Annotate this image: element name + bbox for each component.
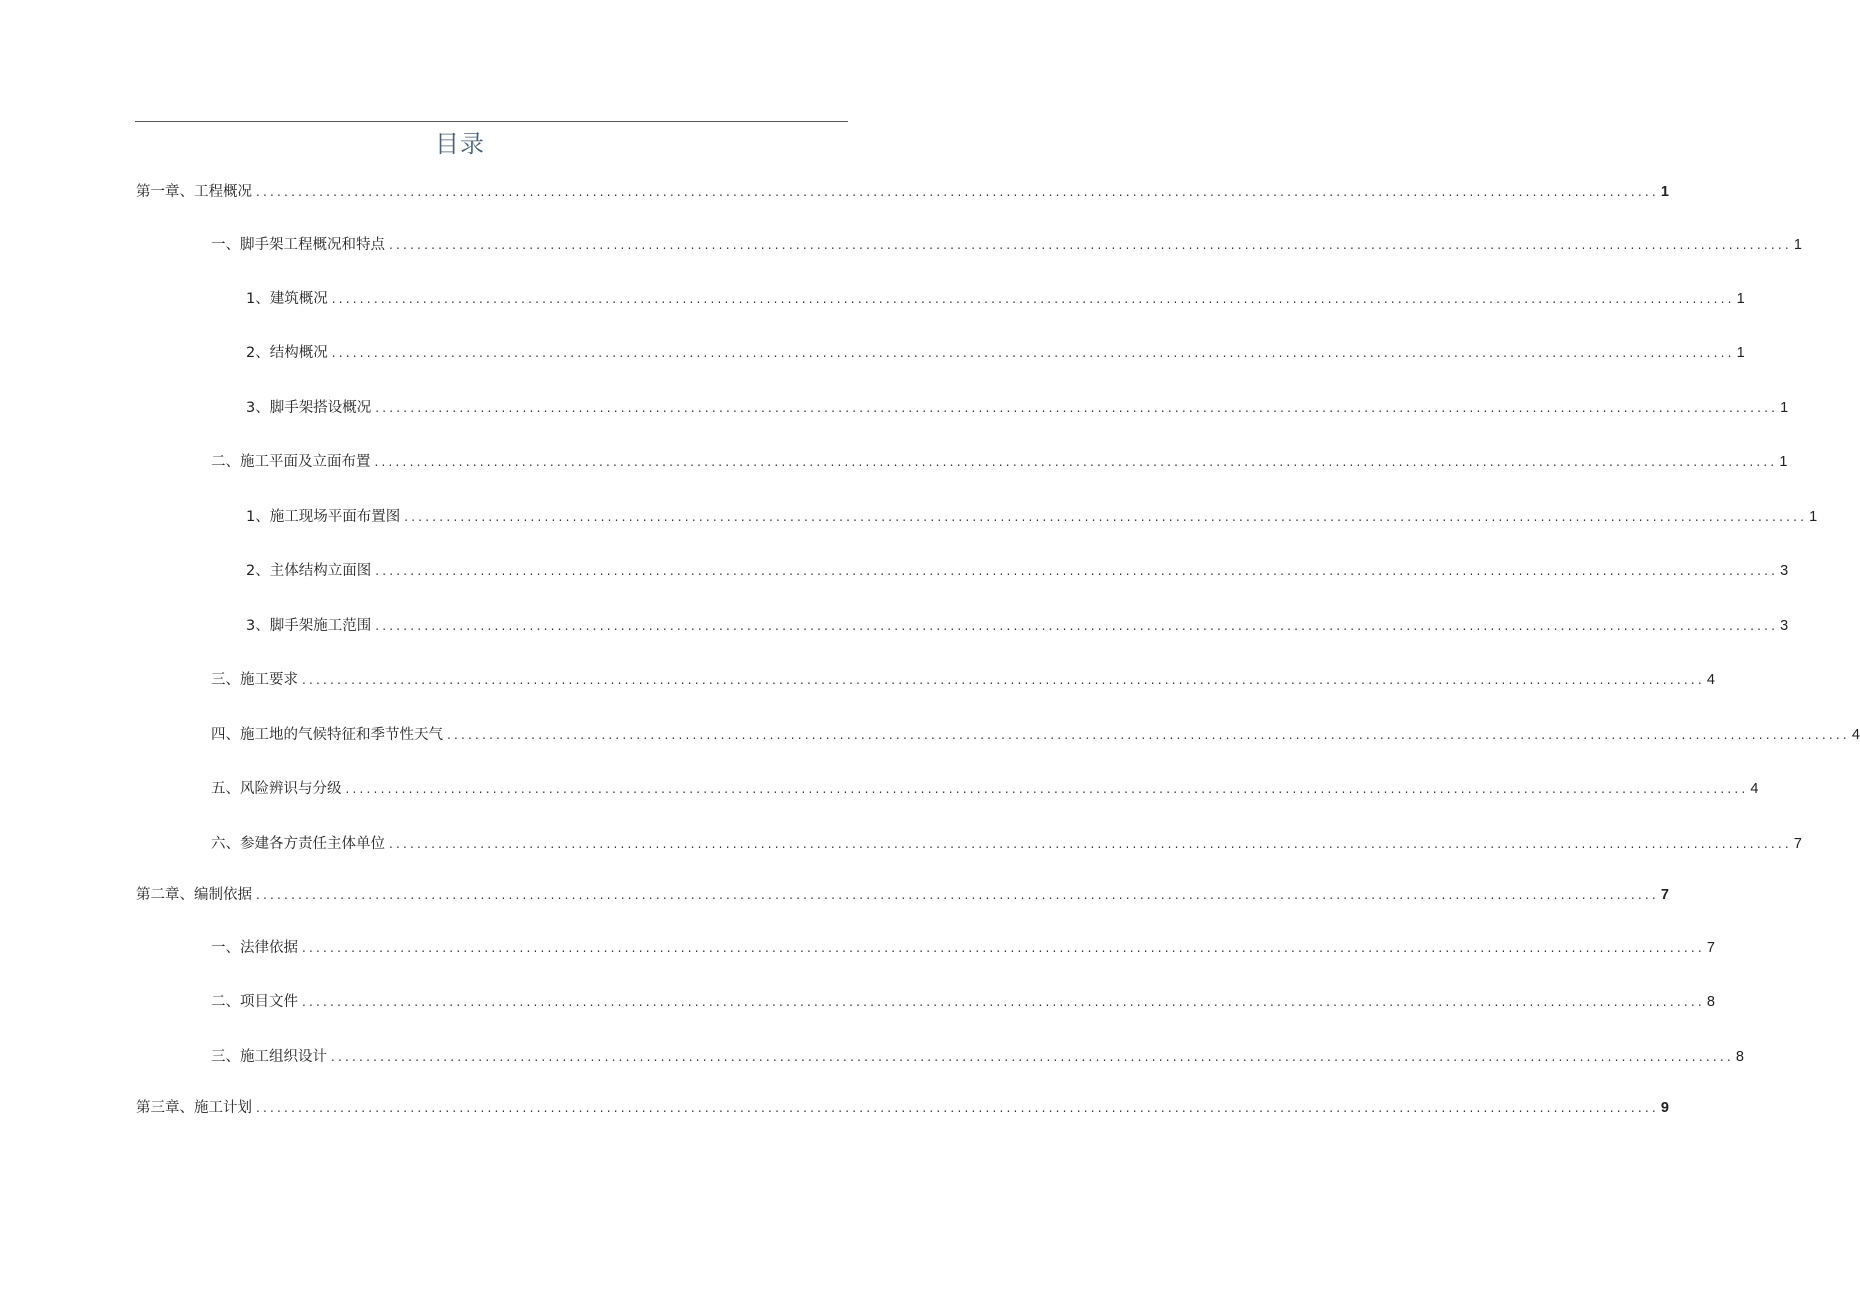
toc-entry-label: 六、参建各方责任主体单位 [211, 836, 385, 852]
toc-entry-section[interactable] [211, 832, 1802, 856]
toc-entry-label: 第二章、编制依据 [136, 887, 252, 903]
toc-entry-chapter-1[interactable] [136, 180, 1669, 204]
dot-leader: ........................................................................................................................................................................................................ [375, 619, 1779, 633]
toc-entry-section[interactable] [211, 936, 1715, 960]
toc-entry-page: 1 [1660, 184, 1669, 200]
toc-entry-page: 9 [1660, 1100, 1669, 1116]
dot-leader: ........................................................................................................................................................................................................ [256, 185, 1659, 199]
toc-entry-label: 一、法律依据 [211, 940, 298, 956]
toc-entry-section[interactable] [211, 450, 1788, 474]
toc-entry-label: 三、施工组织设计 [211, 1049, 327, 1065]
toc-entry-page: 8 [1735, 1049, 1744, 1065]
toc-entry-label: 二、项目文件 [211, 994, 298, 1010]
dot-leader: ........................................................................................................................................................................................................ [374, 455, 1778, 469]
toc-entry-page: 7 [1660, 887, 1669, 903]
toc-entry-subsection[interactable] [246, 287, 1745, 311]
toc-entry-page: 1 [1736, 345, 1745, 361]
dot-leader: ........................................................................................................................................................................................................ [375, 564, 1779, 578]
toc-entry-label: 第一章、工程概况 [136, 184, 252, 200]
toc-entry-page: 8 [1706, 994, 1715, 1010]
toc-entry-label: 1、施工现场平面布置图 [246, 509, 401, 525]
toc-entry-page: 4 [1851, 727, 1860, 743]
toc-entry-section[interactable] [211, 233, 1802, 257]
toc-entry-label: 五、风险辨识与分级 [211, 781, 342, 797]
toc-entry-label: 3、脚手架搭设概况 [246, 400, 372, 416]
dot-leader: ........................................................................................................................................................................................................ [404, 510, 1808, 524]
toc-entry-section[interactable] [211, 777, 1759, 801]
toc-entry-section[interactable] [211, 668, 1715, 692]
dot-leader: ........................................................................................................................................................................................................ [256, 1101, 1659, 1115]
toc-entry-label: 二、施工平面及立面布置 [211, 454, 371, 470]
toc-entry-label: 2、主体结构立面图 [246, 563, 372, 579]
dot-leader: ........................................................................................................................................................................................................ [331, 292, 1735, 306]
toc-entry-section[interactable] [211, 990, 1715, 1014]
toc-entry-section[interactable] [211, 723, 1860, 747]
dot-leader: ........................................................................................................................................................................................................ [256, 888, 1659, 902]
toc-entry-label: 一、脚手架工程概况和特点 [211, 237, 385, 253]
toc-entry-label: 四、施工地的气候特征和季节性天气 [211, 727, 443, 743]
toc-entry-page: 4 [1750, 781, 1759, 797]
toc-entry-label: 2、结构概况 [246, 345, 328, 361]
toc-entry-subsection[interactable] [246, 341, 1745, 365]
toc-entry-section[interactable] [211, 1045, 1744, 1069]
dot-leader: ........................................................................................................................................................................................................ [302, 673, 1705, 687]
dot-leader: ........................................................................................................................................................................................................ [375, 401, 1779, 415]
dot-leader: ........................................................................................................................................................................................................ [331, 1050, 1734, 1064]
toc-entry-subsection[interactable] [246, 614, 1789, 638]
dot-leader: ........................................................................................................................................................................................................ [447, 728, 1850, 742]
toc-title: 目录 [435, 130, 485, 158]
dot-leader: ........................................................................................................................................................................................................ [331, 346, 1735, 360]
toc-entry-page: 7 [1706, 940, 1715, 956]
toc-entry-page: 3 [1780, 563, 1789, 579]
toc-entry-chapter-3[interactable] [136, 1096, 1669, 1120]
dot-leader: ........................................................................................................................................................................................................ [302, 941, 1705, 955]
toc-entry-page: 1 [1809, 509, 1818, 525]
dot-leader: ........................................................................................................................................................................................................ [345, 782, 1749, 796]
dot-leader: ........................................................................................................................................................................................................ [389, 837, 1792, 851]
toc-entry-page: 4 [1706, 672, 1715, 688]
toc-entry-page: 7 [1793, 836, 1802, 852]
toc-entry-page: 1 [1780, 400, 1789, 416]
toc-entry-subsection[interactable] [246, 396, 1789, 420]
toc-entry-label: 三、施工要求 [211, 672, 298, 688]
toc-entry-subsection[interactable] [246, 505, 1818, 529]
dot-leader: ........................................................................................................................................................................................................ [389, 238, 1792, 252]
toc-entry-page: 1 [1793, 237, 1802, 253]
toc-entry-page: 1 [1779, 454, 1788, 470]
toc-entry-label: 3、脚手架施工范围 [246, 618, 372, 634]
toc-entry-page: 1 [1736, 291, 1745, 307]
dot-leader: ........................................................................................................................................................................................................ [302, 995, 1705, 1009]
toc-entry-label: 第三章、施工计划 [136, 1100, 252, 1116]
toc-entry-page: 3 [1780, 618, 1789, 634]
toc-entry-label: 1、建筑概况 [246, 291, 328, 307]
toc-entry-chapter-2[interactable] [136, 883, 1669, 907]
toc-entry-subsection[interactable] [246, 559, 1789, 583]
